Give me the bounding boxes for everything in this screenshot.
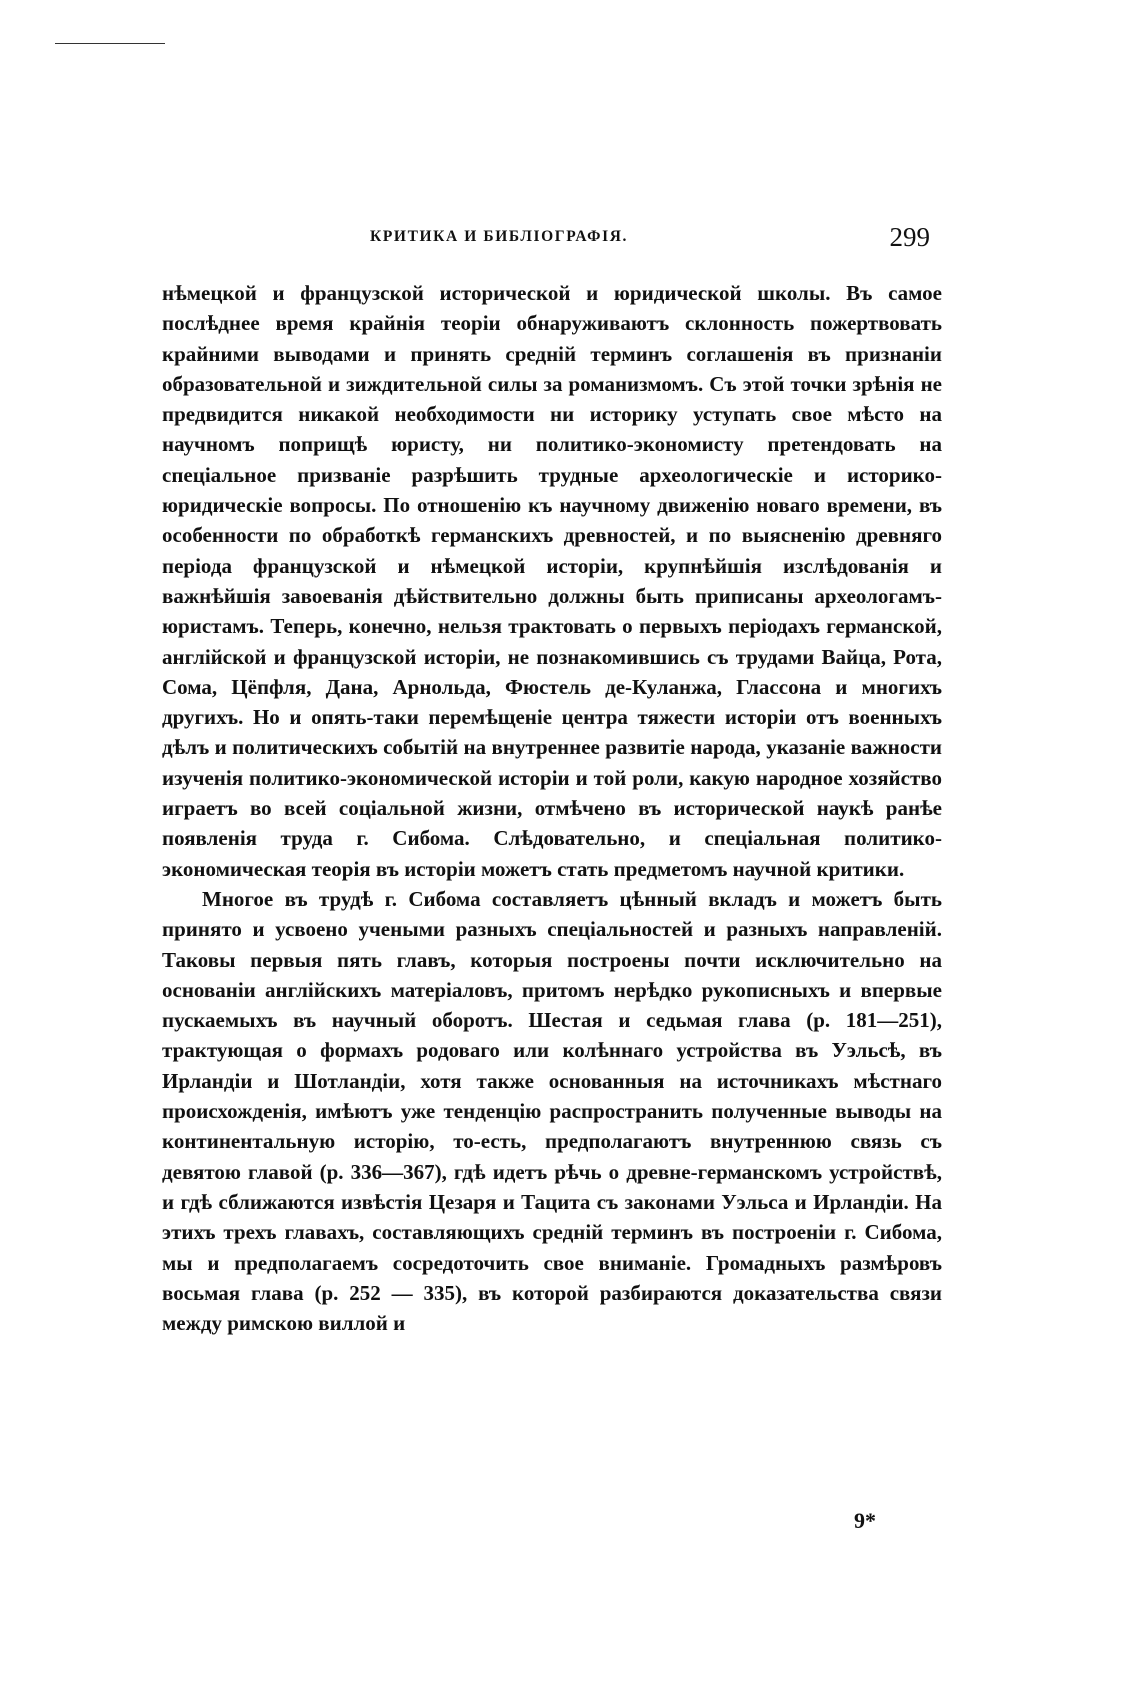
page-number: 299: [889, 222, 930, 252]
paragraph: Многое въ трудѣ г. Сибома составляетъ цѣнный вкладъ и можетъ быть принято и усвоено учеными разныхъ спеціальностей и разныхъ направленій. Таковы первыя пять главъ, которыя построены почти исключительно на основаніи англійскихъ матеріаловъ, притомъ нерѣдко рукописныхъ и впервые пускаемыхъ въ научный оборотъ. Шестая и седьмая глава (р. 181—251), трактующая о формахъ родоваго или колѣннаго устройства въ Уэльсѣ, въ Ирландіи и Шотландіи, хотя также основанныя на источникахъ мѣстнаго происхожденія, имѣютъ уже тенденцію распространить полученные выводы на континентальную исторію, то-есть, предполагаютъ внутреннюю связь съ девятою главой (р. 336—367), гдѣ идетъ рѣчь о древне-германскомъ устройствѣ, и гдѣ сближаются извѣстія Цезаря и Тацита съ законами Уэльса и Ирландіи. На этихъ трехъ главахъ, составляющихъ средній терминъ въ построеніи г. Сибома, мы и предполагаемъ сосредоточить свое вниманіе. Громадныхъ размѣровъ восьмая глава (р. 252 — 335), въ которой разбираются доказательства связи между римскою виллой и: [162, 886, 942, 1336]
section-title: КРИТИКА И БИБЛІОГРАФІЯ.: [370, 228, 628, 245]
running-head: [162, 222, 942, 256]
top-rule: [55, 43, 165, 44]
body-text: [162, 278, 942, 1338]
printer-signature: 9*: [854, 1508, 876, 1533]
paragraph: нѣмецкой и французской исторической и юридической школы. Въ самое послѣднее время крайнія теоріи обнаруживаютъ склонность пожертвовать крайними выводами и принять средній терминъ соглашенія въ признаніи образовательной и зиждительной силы за романизмомъ. Съ этой точки зрѣнія не предвидится никакой необходимости ни историку уступать свое мѣсто на научномъ поприщѣ юристу, ни политико-экономисту претендовать на спеціальное призваніе разрѣшить трудные археологическіе и историко-юридическіе вопросы. По отношенію къ научному движенію новаго времени, въ особенности по обработкѣ германскихъ древностей, и по выясненію древняго періода французской и нѣмецкой исторіи, крупнѣйшія изслѣдованія и важнѣйшія завоеванія дѣйствительно должны быть приписаны археологамъ-юристамъ. Теперь, конечно, нельзя трактовать о первыхъ періодахъ германской, англійской и французской исторіи, не познакомившись съ трудами Вайца, Рота, Сома, Цёпфля, Дана, Арнольда, Фюстель де-Куланжа, Глассона и многихъ другихъ. Но и опять-таки перемѣщеніе центра тяжести исторіи отъ военныхъ дѣлъ и политическихъ событій на внутреннее развитіе народа, указаніе важности изученія политико-экономической исторіи и той роли, какую народное хозяйство играетъ во всей соціальной жизни, отмѣчено въ исторической наукѣ ранѣе появленія труда г. Сибома. Слѣдовательно, и спеціальная политико-экономическая теорія въ исторіи можетъ стать предметомъ научной критики.: [162, 281, 942, 881]
